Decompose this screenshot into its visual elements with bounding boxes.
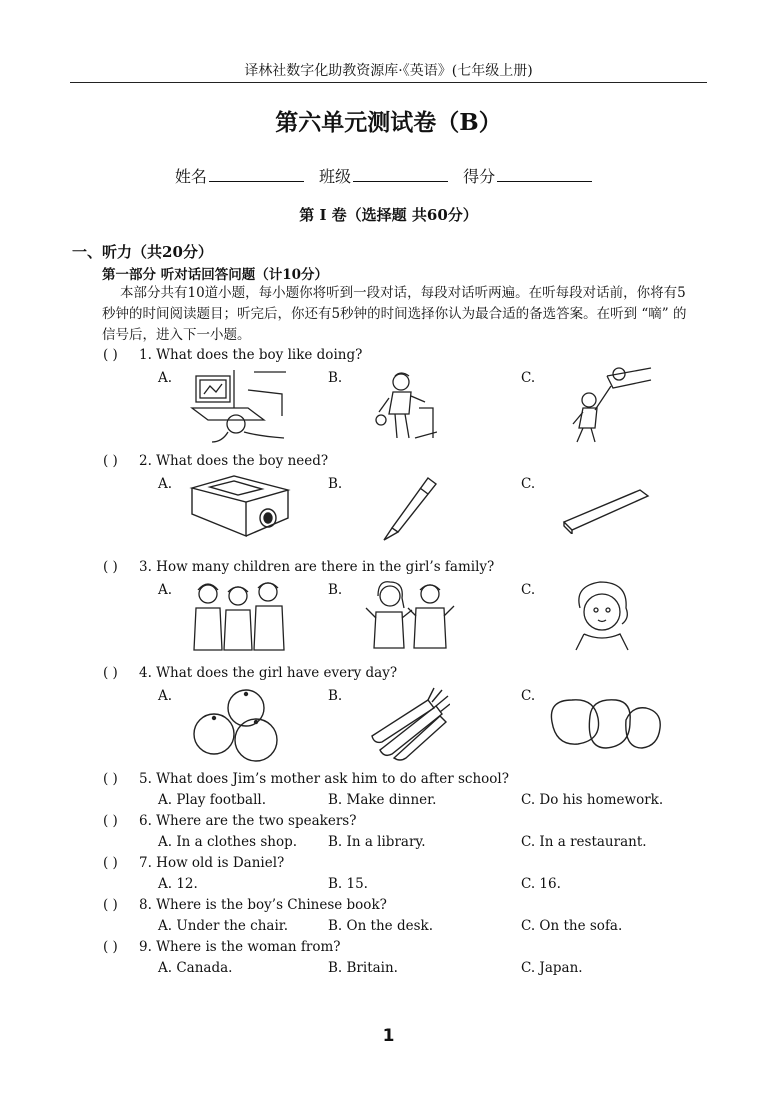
answer-paren[interactable]: ( ) bbox=[103, 813, 118, 829]
option-c[interactable]: C. In a restaurant. bbox=[521, 834, 647, 850]
option-b[interactable]: B. Make dinner. bbox=[328, 792, 437, 808]
potatoes-image bbox=[546, 694, 664, 754]
volume-heading: 第 I 卷（选择题 共60分） bbox=[299, 206, 478, 224]
page-header: 译林社数字化助教资源库·《英语》(七年级上册) bbox=[70, 60, 707, 83]
option-b[interactable]: B. Britain. bbox=[328, 960, 398, 976]
answer-paren[interactable]: ( ) bbox=[103, 347, 118, 363]
answer-paren[interactable]: ( ) bbox=[103, 453, 118, 469]
answer-paren[interactable]: ( ) bbox=[103, 939, 118, 955]
question-1 bbox=[103, 347, 362, 363]
answer-paren[interactable]: ( ) bbox=[103, 897, 118, 913]
question-text: 5. What does Jim’s mother ask him to do after school? bbox=[139, 771, 509, 787]
question-text: 9. Where is the woman from? bbox=[139, 939, 341, 955]
question-6 bbox=[103, 813, 356, 829]
ruler-image bbox=[560, 484, 650, 534]
option-c-label: C. bbox=[521, 370, 536, 386]
carrots-image bbox=[370, 686, 450, 762]
option-c-label: C. bbox=[521, 476, 536, 492]
question-text: 7. How old is Daniel? bbox=[139, 855, 285, 871]
question-2 bbox=[103, 453, 328, 469]
option-c[interactable]: C. Do his homework. bbox=[521, 792, 664, 808]
answer-paren[interactable]: ( ) bbox=[103, 855, 118, 871]
option-a[interactable]: A. 12. bbox=[158, 876, 198, 892]
question-3 bbox=[103, 559, 494, 575]
three-children-image bbox=[190, 578, 286, 654]
option-b[interactable]: B. 15. bbox=[328, 876, 368, 892]
option-a[interactable]: A. In a clothes shop. bbox=[158, 834, 298, 850]
two-children-image bbox=[362, 578, 458, 654]
option-a[interactable]: A. Canada. bbox=[158, 960, 233, 976]
question-5 bbox=[103, 771, 509, 787]
question-text: 8. Where is the boy’s Chinese book? bbox=[139, 897, 387, 913]
option-a-label: A. bbox=[158, 476, 173, 492]
boy-at-computer-image bbox=[188, 368, 288, 444]
question-text: 2. What does the boy need? bbox=[139, 453, 329, 469]
option-b-label: B. bbox=[328, 476, 343, 492]
option-c[interactable]: C. 16. bbox=[521, 876, 561, 892]
option-b-label: B. bbox=[328, 688, 343, 704]
name-blank[interactable] bbox=[209, 167, 304, 182]
one-child-image bbox=[570, 578, 636, 652]
pen-image bbox=[380, 474, 442, 544]
answer-paren[interactable]: ( ) bbox=[103, 559, 118, 575]
question-text: 1. What does the boy like doing? bbox=[139, 347, 363, 363]
option-b[interactable]: B. In a library. bbox=[328, 834, 426, 850]
score-label: 得分 bbox=[463, 167, 496, 186]
option-c[interactable]: C. On the sofa. bbox=[521, 918, 623, 934]
student-info-row bbox=[0, 164, 777, 187]
question-text: 6. Where are the two speakers? bbox=[139, 813, 357, 829]
option-a[interactable]: A. Under the chair. bbox=[158, 918, 289, 934]
page-title: 第六单元测试卷（B） bbox=[275, 109, 502, 136]
page-number: 1 bbox=[382, 1026, 395, 1046]
oranges-image bbox=[190, 688, 282, 764]
answer-paren[interactable]: ( ) bbox=[103, 771, 118, 787]
question-8 bbox=[103, 897, 387, 913]
option-a[interactable]: A. Play football. bbox=[158, 792, 266, 808]
question-text: 3. How many children are there in the girl’s family? bbox=[139, 559, 495, 575]
class-blank[interactable] bbox=[353, 167, 448, 182]
class-label: 班级 bbox=[318, 167, 351, 186]
option-a-label: A. bbox=[158, 370, 173, 386]
option-b-label: B. bbox=[328, 370, 343, 386]
question-4 bbox=[103, 665, 397, 681]
name-label: 姓名 bbox=[174, 167, 207, 186]
instructions: 本部分共有10道小题，每小题你将听到一段对话，每段对话听两遍。在听每段对话前，你将有5秒钟的时间阅读题目；听完后，你还有5秒钟的时间选择你认为最合适的备选答案。在听到 “嘀” 的信号后，进入下一小题。 bbox=[102, 285, 687, 343]
option-c[interactable]: C. Japan. bbox=[521, 960, 583, 976]
boy-playing-basketball-image bbox=[561, 366, 653, 446]
option-c-label: C. bbox=[521, 688, 536, 704]
question-text: 4. What does the girl have every day? bbox=[139, 665, 398, 681]
option-a-label: A. bbox=[158, 688, 173, 704]
option-b[interactable]: B. On the desk. bbox=[328, 918, 433, 934]
answer-paren[interactable]: ( ) bbox=[103, 665, 118, 681]
option-b-label: B. bbox=[328, 582, 343, 598]
score-blank[interactable] bbox=[497, 167, 592, 182]
question-9 bbox=[103, 939, 341, 955]
question-7 bbox=[103, 855, 284, 871]
part-heading: 第一部分 听对话回答问题（计10分） bbox=[102, 267, 328, 283]
section-heading: 一、听力（共20分） bbox=[72, 243, 213, 261]
pencil-sharpener-image bbox=[188, 474, 292, 540]
boy-playing-ping-pong-image bbox=[375, 368, 437, 448]
option-c-label: C. bbox=[521, 582, 536, 598]
option-a-label: A. bbox=[158, 582, 173, 598]
